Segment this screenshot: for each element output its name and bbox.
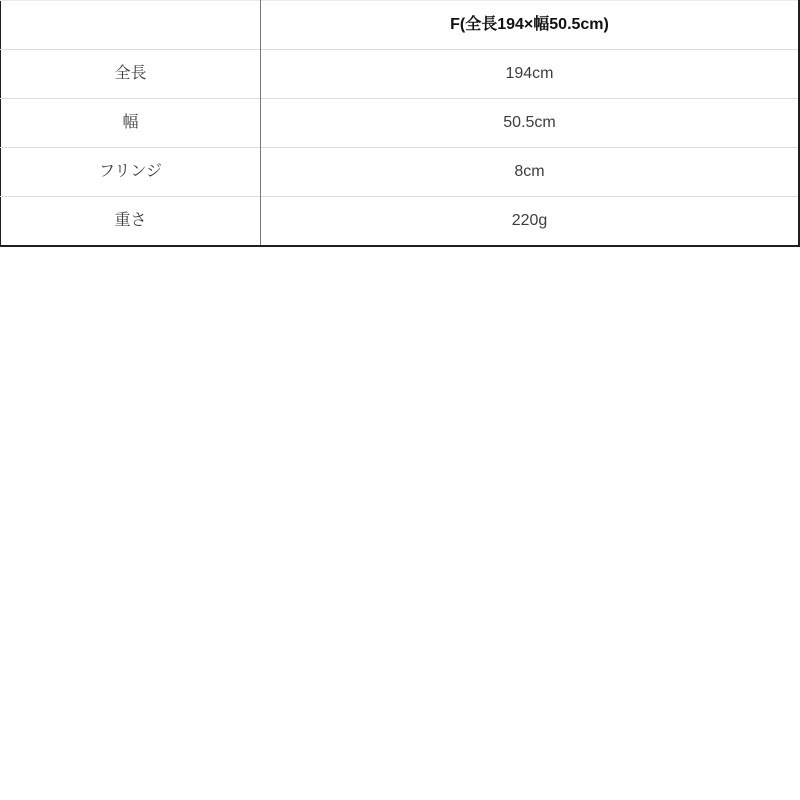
header-empty-cell — [1, 1, 261, 50]
table-row-weight — [1, 197, 800, 247]
row-value-weight: 220g — [261, 197, 800, 247]
header-size-label: F(全長194×幅50.5cm) — [261, 1, 800, 50]
row-label-weight: 重さ — [1, 197, 261, 247]
row-label-width: 幅 — [1, 99, 261, 148]
row-label-total-length: 全長 — [1, 50, 261, 99]
table-header-row — [1, 1, 800, 50]
empty-page-area — [0, 247, 800, 800]
row-value-fringe: 8cm — [261, 148, 800, 197]
table-row-fringe — [1, 148, 800, 197]
table-row-zencho — [1, 50, 800, 99]
row-value-total-length: 194cm — [261, 50, 800, 99]
size-spec-table — [0, 0, 800, 247]
table-row-haba — [1, 99, 800, 148]
row-value-width: 50.5cm — [261, 99, 800, 148]
row-label-fringe: フリンジ — [1, 148, 261, 197]
